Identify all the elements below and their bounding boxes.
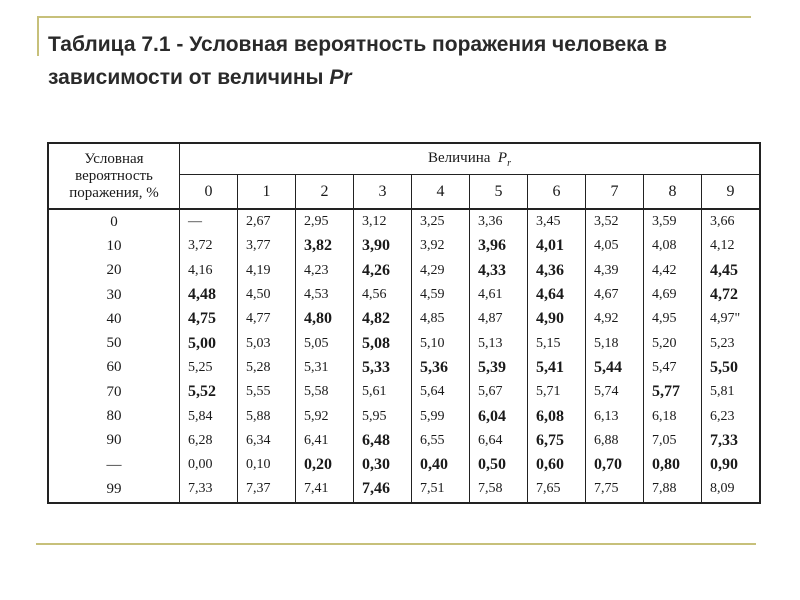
column-header: 7 — [586, 175, 644, 209]
table-cell: 6,64 — [470, 429, 528, 453]
table-cell: 5,84 — [180, 404, 238, 428]
row-label: 90 — [48, 429, 180, 453]
table-cell: 0,20 — [296, 453, 354, 477]
table-cell: 7,33 — [180, 477, 238, 502]
table-cell: 3,90 — [354, 234, 412, 258]
table-row — [48, 429, 760, 453]
table-cell: 5,44 — [586, 356, 644, 380]
table-cell: 3,59 — [644, 209, 702, 234]
table-cell: 5,41 — [528, 356, 586, 380]
corner-line-1: Условная — [84, 150, 144, 167]
title-line-2 — [48, 61, 768, 94]
table-row — [48, 404, 760, 428]
table-cell: 5,03 — [238, 331, 296, 355]
table-cell: 4,77 — [238, 307, 296, 331]
table-cell: 5,00 — [180, 331, 238, 355]
group-var-sub: r — [507, 157, 511, 169]
column-header: 4 — [412, 175, 470, 209]
table-cell: 0,30 — [354, 453, 412, 477]
table-cell: 4,75 — [180, 307, 238, 331]
table-cell: 0,80 — [644, 453, 702, 477]
table-cell: 4,90 — [528, 307, 586, 331]
table-row — [48, 259, 760, 283]
table-cell: 7,05 — [644, 429, 702, 453]
row-label: 80 — [48, 404, 180, 428]
table-cell: 3,96 — [470, 234, 528, 258]
table-cell: 5,05 — [296, 331, 354, 355]
column-header: 2 — [296, 175, 354, 209]
column-header: 9 — [702, 175, 761, 209]
table-cell: 5,61 — [354, 380, 412, 404]
row-label: 99 — [48, 477, 180, 502]
table-cell: 0,50 — [470, 453, 528, 477]
table-cell: 5,58 — [296, 380, 354, 404]
table-cell: 4,29 — [412, 259, 470, 283]
row-label: — — [48, 453, 180, 477]
table-cell: 6,18 — [644, 404, 702, 428]
table-row — [48, 477, 760, 502]
table-cell: 6,88 — [586, 429, 644, 453]
table-cell: 7,88 — [644, 477, 702, 502]
title-line-1: Таблица 7.1 - Условная вероятность поражения человека в — [48, 33, 668, 56]
table-cell: 0,90 — [702, 453, 761, 477]
table-cell: 5,50 — [702, 356, 761, 380]
table-cell: 4,39 — [586, 259, 644, 283]
table-cell: 5,36 — [412, 356, 470, 380]
table-cell: 5,20 — [644, 331, 702, 355]
table-cell: 0,10 — [238, 453, 296, 477]
table-cell: 6,75 — [528, 429, 586, 453]
table-cell: 6,04 — [470, 404, 528, 428]
table-cell: 2,95 — [296, 209, 354, 234]
table-cell: 6,23 — [702, 404, 761, 428]
decor-vertical-line — [37, 16, 39, 56]
column-header: 8 — [644, 175, 702, 209]
table-cell: 4,67 — [586, 283, 644, 307]
table-cell: 3,72 — [180, 234, 238, 258]
table-body — [48, 209, 760, 503]
table-cell: 6,34 — [238, 429, 296, 453]
table-cell: 4,80 — [296, 307, 354, 331]
table-cell: 8,09 — [702, 477, 761, 502]
table-cell: 4,64 — [528, 283, 586, 307]
table-cell: 5,64 — [412, 380, 470, 404]
table-cell: 4,72 — [702, 283, 761, 307]
table-cell: 6,28 — [180, 429, 238, 453]
row-label: 30 — [48, 283, 180, 307]
table-cell: 4,23 — [296, 259, 354, 283]
table-cell: 5,99 — [412, 404, 470, 428]
table-cell: 6,08 — [528, 404, 586, 428]
table-cell: 4,33 — [470, 259, 528, 283]
corner-header — [48, 143, 180, 209]
table-cell: 4,08 — [644, 234, 702, 258]
table-cell: 4,42 — [644, 259, 702, 283]
table-cell: 4,97" — [702, 307, 761, 331]
table-row — [48, 307, 760, 331]
table-cell: 6,48 — [354, 429, 412, 453]
row-label: 40 — [48, 307, 180, 331]
table-cell: 3,92 — [412, 234, 470, 258]
table-cell: 4,59 — [412, 283, 470, 307]
table-cell: 5,18 — [586, 331, 644, 355]
table-cell: 3,52 — [586, 209, 644, 234]
table-cell: 4,19 — [238, 259, 296, 283]
table-cell: 4,16 — [180, 259, 238, 283]
group-header-variable — [494, 149, 511, 169]
table-cell: 5,15 — [528, 331, 586, 355]
table-container — [47, 142, 761, 504]
row-label: 60 — [48, 356, 180, 380]
row-label: 70 — [48, 380, 180, 404]
table-cell: 7,33 — [702, 429, 761, 453]
table-cell: 7,65 — [528, 477, 586, 502]
column-header: 3 — [354, 175, 412, 209]
table-cell: 4,61 — [470, 283, 528, 307]
table-cell: 4,56 — [354, 283, 412, 307]
table-row — [48, 453, 760, 477]
table-cell: 4,26 — [354, 259, 412, 283]
table-cell: 4,50 — [238, 283, 296, 307]
row-label: 20 — [48, 259, 180, 283]
table-cell: 5,13 — [470, 331, 528, 355]
table-cell: 5,52 — [180, 380, 238, 404]
table-row — [48, 380, 760, 404]
table-cell: 0,70 — [586, 453, 644, 477]
table-cell: 4,36 — [528, 259, 586, 283]
decor-bottom-line — [36, 543, 756, 545]
table-cell: 4,12 — [702, 234, 761, 258]
column-header: 1 — [238, 175, 296, 209]
table-cell: 3,25 — [412, 209, 470, 234]
table-cell: 5,92 — [296, 404, 354, 428]
table-cell: 5,25 — [180, 356, 238, 380]
table-row — [48, 283, 760, 307]
table-cell: 5,67 — [470, 380, 528, 404]
table-cell: 4,87 — [470, 307, 528, 331]
table-cell: 5,10 — [412, 331, 470, 355]
table-cell: 5,08 — [354, 331, 412, 355]
column-header: 5 — [470, 175, 528, 209]
table-cell: 7,41 — [296, 477, 354, 502]
table-cell: 4,69 — [644, 283, 702, 307]
corner-line-2: вероятность — [75, 167, 153, 184]
table-cell: 7,37 — [238, 477, 296, 502]
row-label: 0 — [48, 209, 180, 234]
table-cell: 3,45 — [528, 209, 586, 234]
table-cell: 3,82 — [296, 234, 354, 258]
slide-title — [48, 28, 768, 94]
table-row — [48, 356, 760, 380]
table-cell: 6,55 — [412, 429, 470, 453]
table-cell: 5,47 — [644, 356, 702, 380]
table-cell: 3,66 — [702, 209, 761, 234]
table-row — [48, 234, 760, 258]
table-cell: 6,41 — [296, 429, 354, 453]
table-cell: 5,71 — [528, 380, 586, 404]
corner-line-3: поражения, % — [69, 184, 159, 201]
table-cell: 5,28 — [238, 356, 296, 380]
table-cell: 3,77 — [238, 234, 296, 258]
table-cell: 4,05 — [586, 234, 644, 258]
table-cell: 4,53 — [296, 283, 354, 307]
table-cell: 5,74 — [586, 380, 644, 404]
table-row — [48, 331, 760, 355]
row-label: 10 — [48, 234, 180, 258]
table-cell: 5,33 — [354, 356, 412, 380]
table-cell: 4,92 — [586, 307, 644, 331]
table-cell: 6,13 — [586, 404, 644, 428]
title-variable: Pr — [329, 66, 352, 89]
table-cell: 7,46 — [354, 477, 412, 502]
table-cell: 3,12 — [354, 209, 412, 234]
table-cell: 3,36 — [470, 209, 528, 234]
table-cell: 5,81 — [702, 380, 761, 404]
table-cell: 5,77 — [644, 380, 702, 404]
table-cell: 2,67 — [238, 209, 296, 234]
table-cell: 4,01 — [528, 234, 586, 258]
row-label: 50 — [48, 331, 180, 355]
title-line-2-text: зависимости от величины — [48, 66, 330, 89]
table-cell: 5,39 — [470, 356, 528, 380]
table-cell: 5,88 — [238, 404, 296, 428]
table-cell: 7,51 — [412, 477, 470, 502]
decor-top-line — [37, 16, 751, 18]
table-cell: 5,31 — [296, 356, 354, 380]
table-cell: 4,82 — [354, 307, 412, 331]
table-cell: 4,48 — [180, 283, 238, 307]
group-header-label: Величина — [427, 149, 491, 166]
table-cell: 4,45 — [702, 259, 761, 283]
probability-table — [47, 142, 761, 504]
table-cell: 4,95 — [644, 307, 702, 331]
column-header: 0 — [180, 175, 238, 209]
group-var: P — [497, 149, 508, 166]
column-header: 6 — [528, 175, 586, 209]
table-cell: 7,58 — [470, 477, 528, 502]
table-cell: 5,23 — [702, 331, 761, 355]
table-cell: 0,00 — [180, 453, 238, 477]
table-cell: — — [180, 209, 238, 234]
table-row — [48, 209, 760, 234]
table-cell: 5,55 — [238, 380, 296, 404]
table-cell: 7,75 — [586, 477, 644, 502]
table-cell: 0,60 — [528, 453, 586, 477]
group-header — [180, 143, 761, 175]
table-cell: 4,85 — [412, 307, 470, 331]
table-cell: 5,95 — [354, 404, 412, 428]
table-cell: 0,40 — [412, 453, 470, 477]
